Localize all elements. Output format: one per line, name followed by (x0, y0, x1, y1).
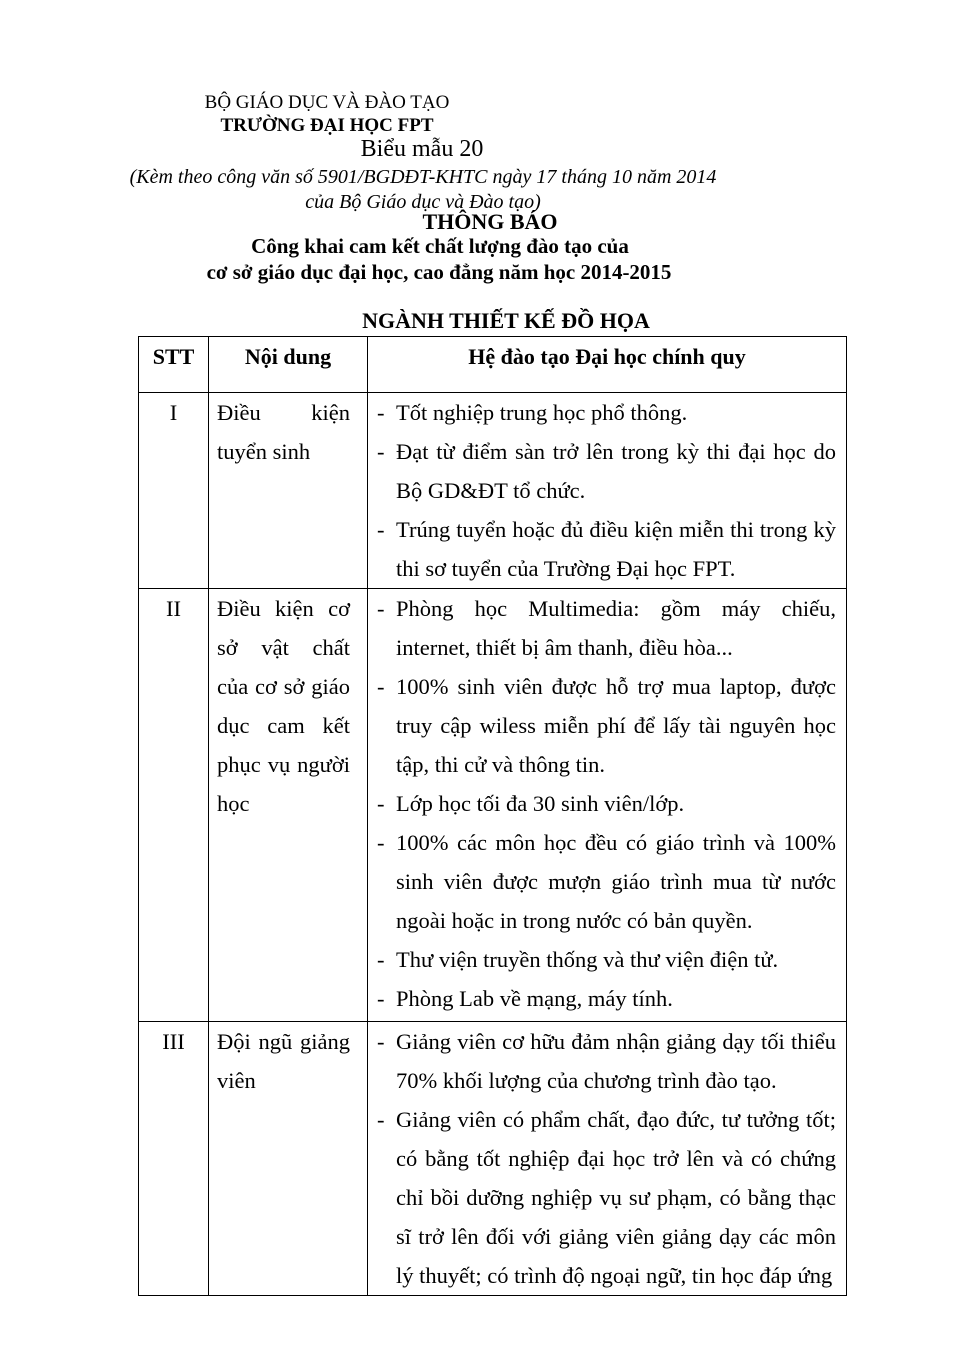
bullet-dash: - (377, 596, 385, 621)
item-text: Trúng tuyển hoặc đủ điều kiện miễn thi trong kỳ thi sơ tuyển của Trường Đại học FPT. (396, 517, 836, 581)
detail-item (368, 432, 846, 510)
org-block (195, 91, 459, 137)
attachment-note-line2: của Bộ Giáo dục và Đào tạo) (305, 191, 541, 213)
notice-subtitle-line1: Công khai cam kết chất lượng đào tạo của (251, 234, 629, 258)
item-text: 100% các môn học đều có giáo trình và 100% sinh viên được mượn giáo trình mua từ nước ngoài hoặc in trong nước có bản quyền. (396, 830, 836, 933)
bullet-dash: - (377, 439, 385, 464)
commitment-table (138, 336, 847, 1296)
detail-item (368, 940, 846, 979)
item-text: Giảng viên có phẩm chất, đạo đức, tư tưởng tốt; có bằng tốt nghiệp đại học trở lên và có chứng chỉ bồi dưỡng nghiệp vụ sư phạm, có bằng thạc sĩ trở lên đối với giảng viên giảng dạy các môn lý thuyết; có trình độ ngoại ngữ, tin học đáp ứng (396, 1107, 836, 1288)
detail-item (368, 823, 846, 940)
topic-cell: Điều kiện cơ sở vật chất của cơ sở giáo dục cam kết phục vụ người học (209, 589, 368, 1022)
details-cell (368, 589, 847, 1022)
details-cell (368, 1022, 847, 1296)
detail-item (368, 979, 846, 1018)
bullet-dash: - (377, 986, 385, 1011)
item-text: Tốt nghiệp trung học phổ thông. (396, 400, 688, 425)
table-row (139, 1022, 847, 1296)
item-text: Giảng viên cơ hữu đảm nhận giảng dạy tối thiểu 70% khối lượng của chương trình đào tạo. (396, 1029, 836, 1093)
bullet-dash: - (377, 674, 385, 699)
major-title: NGÀNH THIẾT KẾ ĐỒ HỌA (362, 308, 650, 333)
item-text: Thư viện truyền thống và thư viện điện tử. (396, 947, 779, 972)
university-name: TRƯỜNG ĐẠI HỌC FPT (220, 115, 434, 136)
detail-item (368, 589, 846, 667)
attachment-note-line1: (Kèm theo công văn số 5901/BGDĐT-KHTC ngày 17 tháng 10 năm 2014 (129, 166, 717, 188)
stt-cell: II (139, 589, 209, 1022)
item-text: 100% sinh viên được hỗ trợ mua laptop, được truy cập wiless miễn phí để lấy tài nguyên học tập, thi cử và thông tin. (396, 674, 836, 777)
table-row (139, 589, 847, 1022)
notice-title: THÔNG BÁO (422, 209, 558, 234)
detail-item (368, 1100, 846, 1295)
bullet-dash: - (377, 830, 385, 855)
detail-item (368, 784, 846, 823)
item-text: Đạt từ điểm sàn trở lên trong kỳ thi đại học do Bộ GD&ĐT tổ chức. (396, 439, 836, 503)
stt-cell: III (139, 1022, 209, 1296)
bullet-dash: - (377, 1107, 385, 1132)
bullet-dash: - (377, 947, 385, 972)
item-text: Phòng học Multimedia: gồm máy chiếu, internet, thiết bị âm thanh, điều hòa... (396, 596, 836, 660)
table-header-row (139, 337, 847, 393)
detail-item (368, 1022, 846, 1100)
bullet-dash: - (377, 791, 385, 816)
table-row (139, 393, 847, 589)
detail-item (368, 510, 846, 588)
detail-item (368, 667, 846, 784)
topic-cell: Điều kiện tuyển sinh (209, 393, 368, 589)
column-header-2: Hệ đào tạo Đại học chính quy (368, 337, 847, 393)
item-text: Phòng Lab về mạng, máy tính. (396, 986, 673, 1011)
detail-item (368, 393, 846, 432)
stt-cell: I (139, 393, 209, 589)
bullet-dash: - (377, 1029, 385, 1054)
bullet-dash: - (377, 517, 385, 542)
bullet-dash: - (377, 400, 385, 425)
column-header-1: Nội dung (209, 337, 368, 393)
column-header-0: STT (139, 337, 209, 393)
ministry-name: BỘ GIÁO DỤC VÀ ĐÀO TẠO (204, 92, 450, 113)
topic-cell: Đội ngũ giảng viên (209, 1022, 368, 1296)
details-cell (368, 393, 847, 589)
notice-subtitle-line2: cơ sở giáo dục đại học, cao đẳng năm học 2014-2015 (206, 260, 672, 284)
form-number-label: Biểu mẫu 20 (360, 136, 484, 162)
item-text: Lớp học tối đa 30 sinh viên/lớp. (396, 791, 685, 816)
